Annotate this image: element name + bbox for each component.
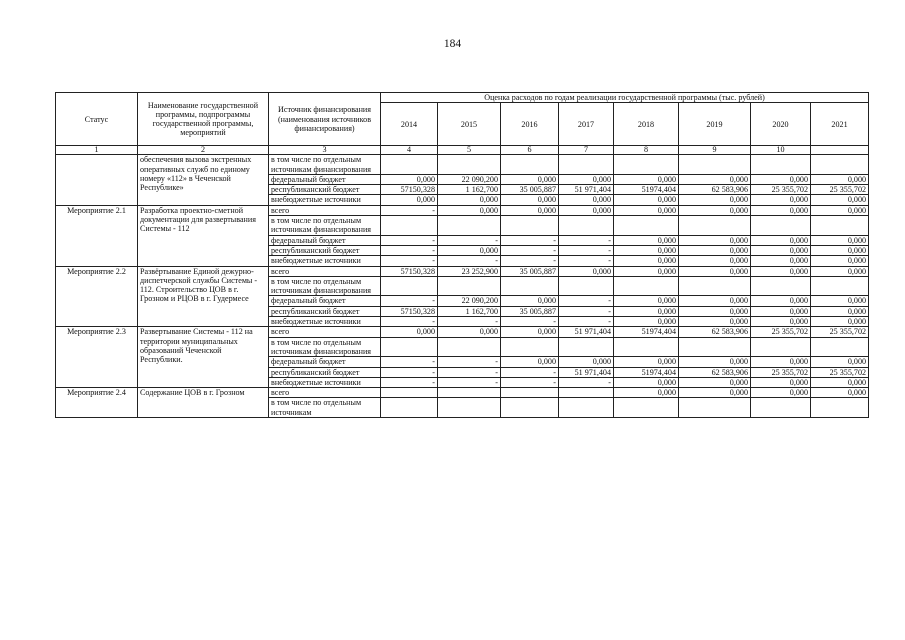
funding-source-cell: внебюджетные источники: [269, 317, 381, 327]
status-cell: Мероприятие 2.2: [56, 266, 138, 327]
amount-cell: [614, 155, 679, 175]
column-index: 2: [138, 146, 269, 155]
amount-cell: 0,000: [614, 317, 679, 327]
amount-cell: [751, 398, 811, 418]
amount-cell: [679, 155, 751, 175]
amount-cell: 0,000: [614, 205, 679, 215]
amount-cell: 25 355,702: [811, 185, 869, 195]
amount-cell: [679, 398, 751, 418]
amount-cell: [559, 276, 614, 296]
amount-cell: 0,000: [811, 205, 869, 215]
amount-cell: [559, 388, 614, 398]
measure-name-cell: Развертывание Системы - 112 на территории муниципальных образований Чеченской Республики.: [138, 327, 269, 388]
amount-cell: -: [559, 245, 614, 255]
column-index: [811, 146, 869, 155]
table-row: [56, 266, 869, 276]
amount-cell: 0,000: [438, 205, 501, 215]
amount-cell: [614, 276, 679, 296]
index-row: [56, 146, 869, 155]
amount-cell: 35 005,887: [501, 185, 559, 195]
amount-cell: 0,000: [679, 256, 751, 266]
column-index: 8: [614, 146, 679, 155]
amount-cell: 0,000: [679, 306, 751, 316]
column-index: 10: [751, 146, 811, 155]
funding-source-cell: республиканский бюджет: [269, 306, 381, 316]
funding-source-cell: всего: [269, 205, 381, 215]
amount-cell: [811, 337, 869, 357]
header-year: 2018: [614, 103, 679, 146]
amount-cell: 0,000: [438, 327, 501, 337]
amount-cell: 0,000: [751, 195, 811, 205]
amount-cell: 35 005,887: [501, 306, 559, 316]
amount-cell: [559, 398, 614, 418]
amount-cell: 0,000: [614, 266, 679, 276]
amount-cell: 0,000: [559, 357, 614, 367]
amount-cell: 0,000: [751, 377, 811, 387]
amount-cell: [614, 398, 679, 418]
measure-name-cell: Развёртывание Единой дежурно-диспетчерской службы Системы - 112. Строительство ЦОВ в г. Грозном и РЦОВ в г. Гудермесе: [138, 266, 269, 327]
amount-cell: 0,000: [679, 245, 751, 255]
amount-cell: 0,000: [679, 195, 751, 205]
amount-cell: 0,000: [811, 174, 869, 184]
amount-cell: 0,000: [614, 306, 679, 316]
amount-cell: 0,000: [751, 266, 811, 276]
header-year: 2019: [679, 103, 751, 146]
table-row: [56, 205, 869, 215]
amount-cell: -: [381, 357, 438, 367]
amount-cell: -: [438, 235, 501, 245]
funding-source-cell: в том числе по отдельным источникам финансирования: [269, 155, 381, 175]
amount-cell: [559, 216, 614, 236]
amount-cell: 0,000: [811, 235, 869, 245]
amount-cell: 57150,328: [381, 306, 438, 316]
amount-cell: [381, 276, 438, 296]
amount-cell: 0,000: [679, 357, 751, 367]
amount-cell: [501, 388, 559, 398]
amount-cell: -: [501, 235, 559, 245]
amount-cell: 0,000: [751, 256, 811, 266]
funding-source-cell: республиканский бюджет: [269, 367, 381, 377]
amount-cell: 0,000: [501, 174, 559, 184]
amount-cell: 0,000: [811, 296, 869, 306]
page-number: 184: [443, 38, 462, 50]
amount-cell: 25 355,702: [751, 327, 811, 337]
funding-source-cell: внебюджетные источники: [269, 377, 381, 387]
amount-cell: 0,000: [811, 377, 869, 387]
amount-cell: 0,000: [679, 388, 751, 398]
column-index: 5: [438, 146, 501, 155]
amount-cell: 0,000: [751, 174, 811, 184]
amount-cell: [679, 216, 751, 236]
amount-cell: 0,000: [811, 306, 869, 316]
amount-cell: 0,000: [614, 377, 679, 387]
amount-cell: 0,000: [559, 205, 614, 215]
amount-cell: [614, 337, 679, 357]
amount-cell: 0,000: [811, 317, 869, 327]
amount-cell: 0,000: [614, 357, 679, 367]
amount-cell: [679, 337, 751, 357]
amount-cell: [559, 337, 614, 357]
amount-cell: 51 971,404: [559, 367, 614, 377]
header-year: 2014: [381, 103, 438, 146]
amount-cell: [751, 337, 811, 357]
amount-cell: 0,000: [381, 327, 438, 337]
amount-cell: 0,000: [381, 174, 438, 184]
status-cell: [56, 155, 138, 205]
funding-source-cell: в том числе по отдельным источникам финансирования: [269, 337, 381, 357]
amount-cell: -: [501, 367, 559, 377]
funding-source-cell: федеральный бюджет: [269, 174, 381, 184]
amount-cell: 0,000: [751, 205, 811, 215]
funding-source-cell: в том числе по отдельным источникам: [269, 398, 381, 418]
table-row: [56, 155, 869, 175]
amount-cell: 0,000: [751, 306, 811, 316]
budget-table: [55, 92, 869, 418]
amount-cell: 25 355,702: [811, 367, 869, 377]
amount-cell: 0,000: [811, 195, 869, 205]
amount-cell: 0,000: [501, 195, 559, 205]
amount-cell: 0,000: [501, 296, 559, 306]
header-year: 2017: [559, 103, 614, 146]
amount-cell: 0,000: [811, 245, 869, 255]
amount-cell: 0,000: [679, 317, 751, 327]
measure-name-cell: Разработка проектно-сметной документации для развертывания Системы - 112: [138, 205, 269, 266]
amount-cell: [501, 398, 559, 418]
amount-cell: 0,000: [751, 388, 811, 398]
amount-cell: [811, 276, 869, 296]
amount-cell: 0,000: [438, 245, 501, 255]
amount-cell: [751, 216, 811, 236]
amount-cell: 0,000: [614, 235, 679, 245]
funding-source-cell: в том числе по отдельным источникам финансирования: [269, 276, 381, 296]
amount-cell: [811, 398, 869, 418]
amount-cell: [438, 398, 501, 418]
amount-cell: 0,000: [501, 205, 559, 215]
amount-cell: 51974,404: [614, 185, 679, 195]
amount-cell: [438, 216, 501, 236]
column-index: 1: [56, 146, 138, 155]
amount-cell: 1 162,700: [438, 306, 501, 316]
amount-cell: 0,000: [559, 195, 614, 205]
amount-cell: -: [559, 256, 614, 266]
amount-cell: [811, 216, 869, 236]
amount-cell: -: [559, 317, 614, 327]
amount-cell: 25 355,702: [751, 185, 811, 195]
amount-cell: 57150,328: [381, 266, 438, 276]
status-cell: Мероприятие 2.4: [56, 388, 138, 418]
amount-cell: -: [559, 306, 614, 316]
amount-cell: -: [559, 377, 614, 387]
amount-cell: -: [438, 377, 501, 387]
funding-source-cell: республиканский бюджет: [269, 245, 381, 255]
amount-cell: -: [438, 317, 501, 327]
funding-source-cell: внебюджетные источники: [269, 195, 381, 205]
amount-cell: 0,000: [751, 245, 811, 255]
amount-cell: 0,000: [811, 357, 869, 367]
amount-cell: [438, 337, 501, 357]
amount-cell: -: [381, 235, 438, 245]
amount-cell: -: [381, 367, 438, 377]
amount-cell: 0,000: [751, 357, 811, 367]
amount-cell: [559, 155, 614, 175]
amount-cell: 0,000: [811, 388, 869, 398]
status-cell: Мероприятие 2.3: [56, 327, 138, 388]
measure-name-cell: Содержание ЦОВ в г. Грозном: [138, 388, 269, 418]
amount-cell: 0,000: [501, 327, 559, 337]
header-status: Статус: [56, 93, 138, 146]
amount-cell: [501, 155, 559, 175]
amount-cell: [438, 276, 501, 296]
table-row: [56, 327, 869, 337]
header-name: Наименование государственной программы, подпрограммы государственной программы, мероприятий: [138, 93, 269, 146]
funding-source-cell: федеральный бюджет: [269, 357, 381, 367]
amount-cell: 0,000: [501, 357, 559, 367]
amount-cell: 62 583,906: [679, 367, 751, 377]
amount-cell: -: [501, 377, 559, 387]
amount-cell: 0,000: [679, 296, 751, 306]
funding-source-cell: республиканский бюджет: [269, 185, 381, 195]
column-index: 3: [269, 146, 381, 155]
amount-cell: [438, 155, 501, 175]
amount-cell: 0,000: [679, 235, 751, 245]
amount-cell: [811, 155, 869, 175]
header-year: 2015: [438, 103, 501, 146]
funding-source-cell: федеральный бюджет: [269, 296, 381, 306]
amount-cell: -: [381, 245, 438, 255]
amount-cell: -: [381, 296, 438, 306]
amount-cell: 25 355,702: [751, 367, 811, 377]
amount-cell: 0,000: [614, 256, 679, 266]
funding-source-cell: в том числе по отдельным источникам финансирования: [269, 216, 381, 236]
amount-cell: 51 971,404: [559, 327, 614, 337]
amount-cell: [614, 216, 679, 236]
amount-cell: [438, 388, 501, 398]
amount-cell: 51 971,404: [559, 185, 614, 195]
amount-cell: 35 005,887: [501, 266, 559, 276]
amount-cell: 1 162,700: [438, 185, 501, 195]
header-row: [56, 93, 869, 103]
amount-cell: 0,000: [679, 377, 751, 387]
amount-cell: 23 252,900: [438, 266, 501, 276]
amount-cell: [751, 155, 811, 175]
amount-cell: 0,000: [679, 205, 751, 215]
amount-cell: -: [438, 367, 501, 377]
amount-cell: [381, 216, 438, 236]
amount-cell: -: [381, 377, 438, 387]
amount-cell: 0,000: [811, 266, 869, 276]
amount-cell: 62 583,906: [679, 327, 751, 337]
amount-cell: 57150,328: [381, 185, 438, 195]
column-index: 9: [679, 146, 751, 155]
amount-cell: -: [501, 317, 559, 327]
amount-cell: [381, 155, 438, 175]
funding-source-cell: всего: [269, 266, 381, 276]
column-index: 6: [501, 146, 559, 155]
amount-cell: 22 090,200: [438, 296, 501, 306]
header-year: 2020: [751, 103, 811, 146]
amount-cell: -: [438, 357, 501, 367]
header-source: Источник финансирования (наименования источников финансирования): [269, 93, 381, 146]
amount-cell: [381, 398, 438, 418]
funding-source-cell: всего: [269, 327, 381, 337]
header-year: 2016: [501, 103, 559, 146]
amount-cell: -: [438, 256, 501, 266]
funding-source-cell: всего: [269, 388, 381, 398]
amount-cell: 62 583,906: [679, 185, 751, 195]
amount-cell: [751, 276, 811, 296]
amount-cell: 0,000: [381, 195, 438, 205]
amount-cell: 0,000: [679, 266, 751, 276]
amount-cell: 0,000: [438, 195, 501, 205]
amount-cell: [679, 276, 751, 296]
amount-cell: 0,000: [614, 296, 679, 306]
status-cell: Мероприятие 2.1: [56, 205, 138, 266]
amount-cell: 0,000: [559, 266, 614, 276]
amount-cell: 51974,404: [614, 367, 679, 377]
amount-cell: 0,000: [751, 296, 811, 306]
funding-source-cell: внебюджетные источники: [269, 256, 381, 266]
amount-cell: -: [381, 317, 438, 327]
amount-cell: -: [501, 256, 559, 266]
amount-cell: -: [559, 296, 614, 306]
amount-cell: 0,000: [559, 174, 614, 184]
amount-cell: 0,000: [614, 245, 679, 255]
amount-cell: -: [381, 256, 438, 266]
amount-cell: [501, 337, 559, 357]
amount-cell: [381, 337, 438, 357]
column-index: 4: [381, 146, 438, 155]
amount-cell: 0,000: [614, 174, 679, 184]
amount-cell: 0,000: [751, 235, 811, 245]
measure-name-cell: обеспечения вызова экстренных оперативных служб по единому номеру «112» в Чеченской Республике»: [138, 155, 269, 205]
amount-cell: -: [501, 245, 559, 255]
amount-cell: 0,000: [811, 256, 869, 266]
header-estimate: Оценка расходов по годам реализации государственной программы (тыс. рублей): [381, 93, 869, 103]
amount-cell: 51974,404: [614, 327, 679, 337]
amount-cell: 0,000: [679, 174, 751, 184]
amount-cell: -: [559, 235, 614, 245]
column-index: 7: [559, 146, 614, 155]
header-year: 2021: [811, 103, 869, 146]
amount-cell: 0,000: [614, 195, 679, 205]
amount-cell: 25 355,702: [811, 327, 869, 337]
amount-cell: 0,000: [751, 317, 811, 327]
amount-cell: [381, 388, 438, 398]
table-row: [56, 388, 869, 398]
amount-cell: [501, 216, 559, 236]
amount-cell: 0,000: [614, 388, 679, 398]
amount-cell: [501, 276, 559, 296]
funding-source-cell: федеральный бюджет: [269, 235, 381, 245]
amount-cell: -: [381, 205, 438, 215]
amount-cell: 22 090,200: [438, 174, 501, 184]
